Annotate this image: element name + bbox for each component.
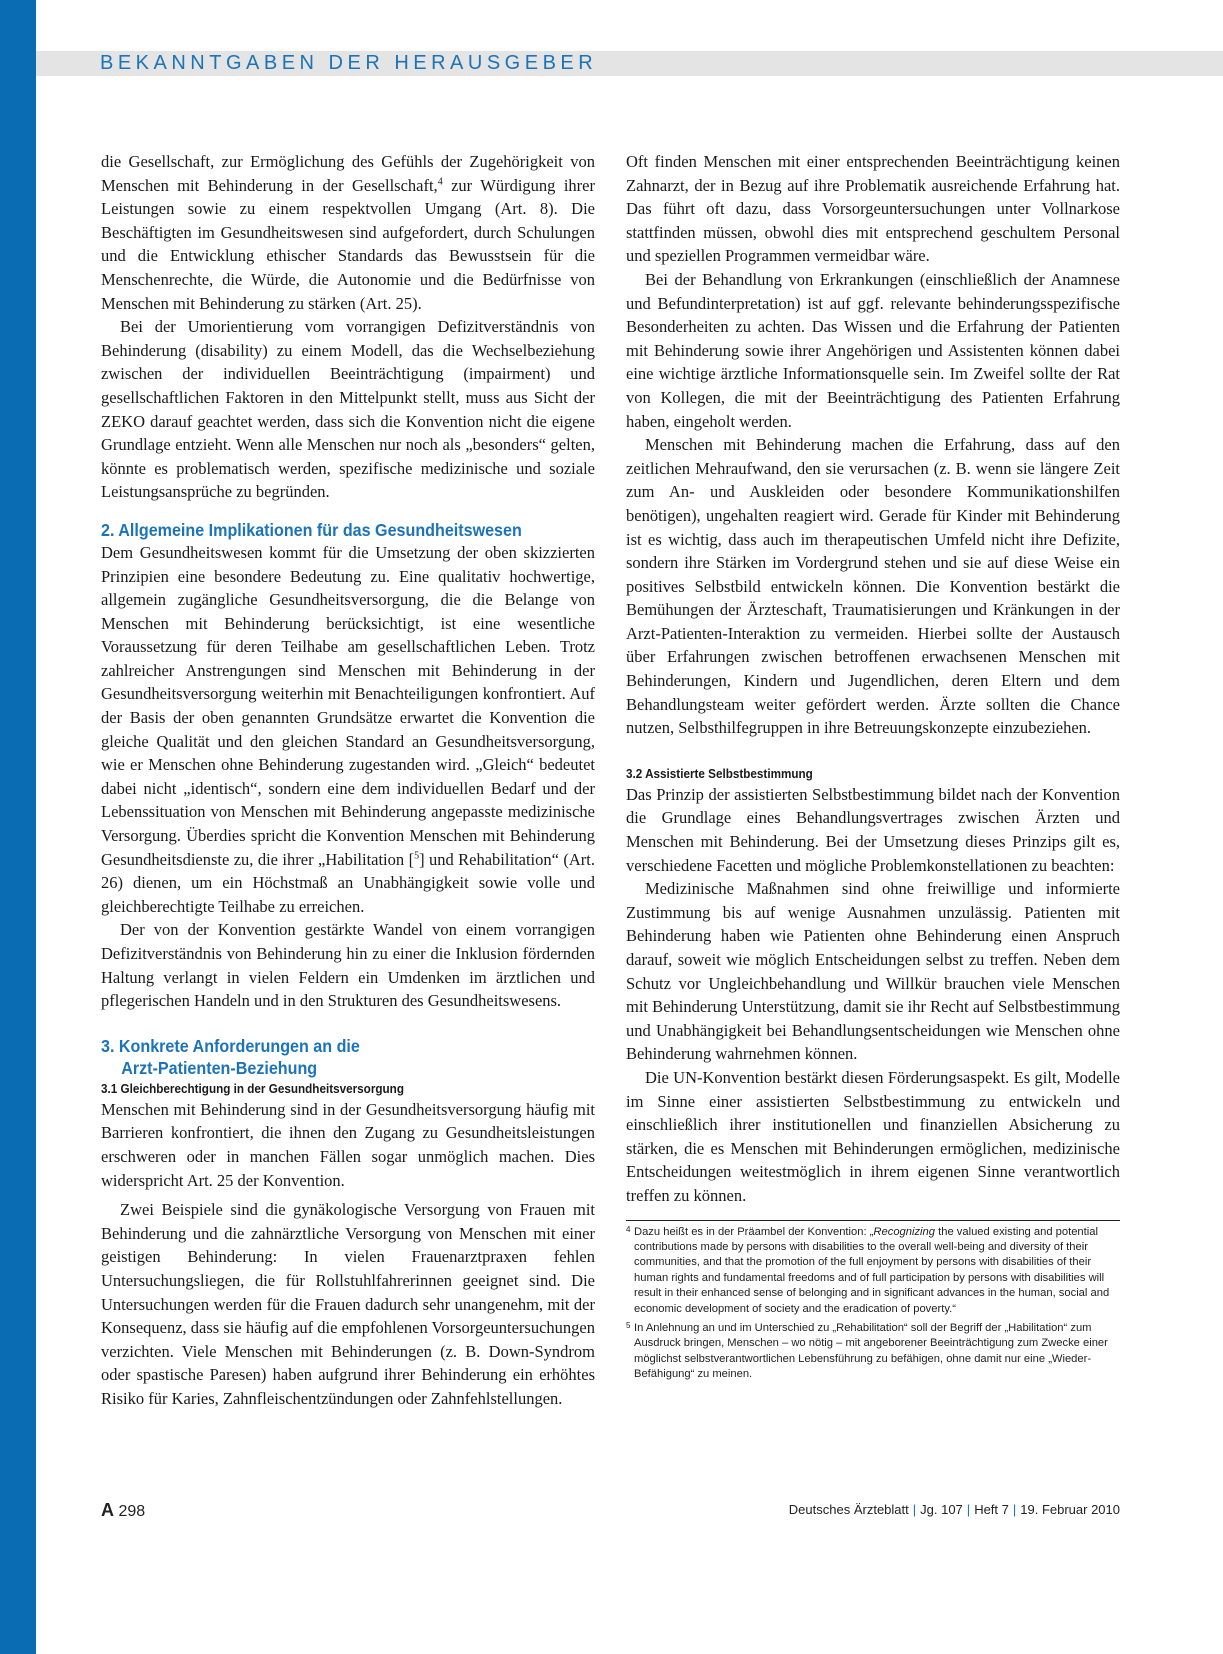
left-column	[101, 150, 595, 1411]
issue: Heft 7	[974, 1502, 1009, 1517]
paragraph: Dem Gesundheitswesen kommt für die Umsetzung der oben skizzierten Prinzipien eine besondere Bedeutung zu. Eine qualitativ hochwertige, allgemein zugängliche Gesundheitsversorgung, die die Belange von Menschen mit Behinderung berücksichtigt, ist eine wesentliche Voraussetzung für deren Teilhabe am gesellschaftlichen Leben. Trotz zahlreicher Anstrengungen sind Menschen mit Behinderung in der Gesundheitsversorgung weiterhin mit Benachteiligungen konfrontiert. Auf der Basis der oben genannten Grundsätze erwartet die Konvention die gleiche Qualität und den gleichen Standard an Gesundheitsversorgung, wie er Menschen ohne Behinderung zugestanden wird. „Gleich“ bedeutet dabei nicht „identisch“, sondern eine dem individuellen Bedarf und der Lebenssituation von Menschen mit Behinderung angepasste medizinische Versorgung. Überdies spricht die Konvention Menschen mit Behinderung Gesundheitsdienste zu, die ihrer „Habilitation [$^5$] und Rehabilitation“ (Art. 26) dienen, um ein Höchstmaß an Unabhängigkeit sowie volle und gleichberechtigte Teilhabe zu erreichen.	[101, 542, 595, 916]
footnote-ref[interactable]: 4	[437, 176, 443, 188]
volume: Jg. 107	[920, 1502, 963, 1517]
journal-name: Deutsches Ärzteblatt	[788, 1502, 909, 1517]
footnote-number: 4	[626, 1224, 631, 1234]
footnote-4: 4 Dazu heißt es in der Präambel der Konvention: „Recognizing the valued existing and potential contributions made by persons with disabilities to the overall well-being and diversity of their communities, and that the promotion of the full enjoyment by persons with disabilities of their human rights and fundamental freedoms and of full participation by persons with disabilities will result in their enhanced sense of belonging and in significant advances in the human, social and economic development of society and the eradication of poverty.“	[626, 1225, 1120, 1317]
page-number: A 298	[101, 1500, 146, 1520]
journal-citation: Deutsches Ärzteblatt | Jg. 107 | Heft 7 | 19. Februar 2010	[788, 1502, 1120, 1517]
paragraph: Die UN-Konvention bestärkt diesen Förderungsaspekt. Es gilt, Modelle im Sinne einer assistierten Selbstbestimmung zu entwickeln und einschließlich ihrer institutionellen und finanziellen Absicherung zu stärken, die es Menschen mit Behinderungen ermöglichen, medizinische Entscheidungen weitestmöglich in ihrem eigenen Sinne verantwortlich treffen zu können.	[626, 1067, 1120, 1205]
paragraph: Der von der Konvention gestärkte Wandel von einem vorrangigen Defizitverständnis von Behinderung hin zu einer die Inklusion fördernden Haltung verlangt in vielen Feldern ein Umdenken im ärztlichen und pflegerischen Handeln und in den Strukturen des Gesundheitswesens.	[101, 920, 595, 1011]
paragraph: Das Prinzip der assistierten Selbstbestimmung bildet nach der Konvention die Grundlage eines Behandlungsvertrages zwischen Ärzten und Menschen mit Behinderung. Bei der Umsetzung dieses Prinzips gilt es, verschiedene Facetten und mögliche Problemkonstellationen zu beachten:	[626, 784, 1120, 875]
subsection-heading: 3.1 Gleichberechtigung in der Gesundheitsversorgung	[101, 1080, 404, 1096]
paragraph: Medizinische Maßnahmen sind ohne freiwillige und informierte Zustimmung bis auf wenige Ausnahmen unzulässig. Patienten mit Behinderung haben wie Patienten ohne Behinderung einen Anspruch darauf, soweit wie möglich Entscheidungen selbst zu treffen. Neben dem Schutz vor Ungleichbehandlung und Willkür brauchen viele Menschen mit Behinderung Unterstützung, damit sie ihr Recht auf Selbstbestimmung und Unabhängigkeit bei Behandlungsentscheidungen wie Menschen ohne Behinderung wahrnehmen können.	[626, 879, 1120, 1064]
footnote-ref[interactable]: 5	[414, 850, 420, 862]
paragraph: Bei der Umorientierung vom vorrangigen Defizitverständnis von Behinderung (disability) zu einem Modell, das die Wechselbeziehung zwischen der individuellen Beeinträchtigung (impairment) und gesellschaftlichen Faktoren in den Mittelpunkt stellt, muss aus Sicht der ZEKO darauf geachtet werden, dass sich die Konvention nicht die eigene Grundlage entzieht. Wenn alle Menschen nur noch als „besonders“ gelten, könnte es problematisch werden, spezifische medizinische und soziale Leistungsansprüche zu begründen.	[101, 317, 595, 502]
footnote-divider	[626, 1220, 1120, 1221]
paragraph: die Gesellschaft, zur Ermöglichung des Gefühls der Zugehörigkeit von Menschen mit Behinderung in der Gesellschaft,$^4$ zur Würdigung ihrer Leistungen sowie zu einem respektvollen Umgang (Art. 8). Die Beschäftigten im Gesundheitswesen sind aufgefordert, durch Schulungen und die Entwicklung ethischer Standards das Bewusstsein für die Menschenrechte, die Würde, die Autonomie und die Bedürfnisse von Menschen mit Behinderung zu stärken (Art. 25).	[101, 152, 595, 313]
paragraph: Bei der Behandlung von Erkrankungen (einschließlich der Anamnese und Befundinterpretation) ist auf ggf. relevante behinderungsspezifische Besonderheiten zu achten. Das Wissen und die Erfahrung der Patienten mit Behinderung sowie ihrer Angehörigen und Assistenten können dabei eine wichtige ärztliche Informationsquelle sein. Im Zweifel sollte der Rat von Kollegen, die mit der Beeinträchtigung des Patienten Erfahrung haben, eingeholt werden.	[626, 269, 1120, 431]
section-heading-continued: Arzt-Patienten-Beziehung	[121, 1057, 318, 1078]
section-heading: 2. Allgemeine Implikationen für das Gesundheitswesen	[101, 519, 522, 540]
footnote-5: 5 In Anlehnung an und im Unterschied zu „Rehabilitation“ soll der Begriff der „Habilitation“ zum Ausdruck bringen, Menschen – wo nötig – mit angeborener Beeinträchtigung zum Zwecke einer möglichst selbstverantwortlichen Lebensführung zu befähigen, ohne damit nur eine „Wieder-Befähigung“ zu meinen.	[626, 1321, 1120, 1383]
paragraph: Menschen mit Behinderung sind in der Gesundheitsversorgung häufig mit Barrieren konfrontiert, die ihnen den Zugang zu Gesundheitsleistungen erschweren oder in manchen Fällen sogar unmöglich machen. Dies widerspricht Art. 25 der Konvention.	[101, 1099, 595, 1190]
section-header: BEKANNTGABEN DER HERAUSGEBER	[100, 52, 598, 74]
subsection-heading: 3.2 Assistierte Selbstbestimmung	[626, 765, 813, 781]
right-column	[626, 150, 1120, 1383]
paragraph: Menschen mit Behinderung machen die Erfahrung, dass auf den zeitlichen Mehraufwand, den sie verursachen (z. B. wenn sie längere Zeit zum An- und Auskleiden oder besondere Kommunikationshilfen benötigen), ungehalten reagiert wird. Gerade für Kinder mit Behinderung ist es wichtig, dass auch im therapeutischen Umfeld nicht ihre Defizite, sondern ihre Stärken im Vordergrund stehen und sie auf diese Weise ein positives Selbstbild entwickeln können. Die Konvention bestärkt die Bemühungen der Ärzteschaft, Traumatisierungen und Kränkungen in der Arzt-Patienten-Interaktion zu vermeiden. Hierbei sollte der Austausch über Erfahrungen zwischen betroffenen erwachsenen Menschen mit Behinderungen, Kindern und Jugendlichen, deren Eltern und dem Behandlungsteam weiter gefördert werden. Ärzte sollten die Chance nutzen, Selbsthilfegruppen in ihre Betreuungskonzepte einzubeziehen.	[626, 435, 1120, 738]
date: 19. Februar 2010	[1020, 1502, 1120, 1517]
section-heading: 3. Konkrete Anforderungen an die	[101, 1035, 360, 1056]
footnote-number: 5	[626, 1320, 631, 1330]
paragraph: Oft finden Menschen mit einer entsprechenden Beeinträchtigung keinen Zahnarzt, der in Bezug auf ihre Problematik ausreichende Erfahrung hat. Das führt oft dazu, dass Vorsorgeuntersuchungen unter Vollnarkose stattfinden müssen, obwohl dies mit entsprechend geschultem Personal und speziellen Programmen vermeidbar wäre.	[626, 152, 1120, 266]
blue-sidebar-stripe	[0, 0, 36, 1654]
paragraph: Zwei Beispiele sind die gynäkologische Versorgung von Frauen mit Behinderung und die zahnärztliche Versorgung von Menschen mit einer geistigen Behinderung: In vielen Frauenarztpraxen fehlen Untersuchungsliegen, die für Rollstuhlfahrerinnen geeignet sind. Die Untersuchungen werden für die Frauen dadurch sehr unangenehm, mit der Konsequenz, dass sie häufig auf die empfohlenen Vorsorgeuntersuchungen verzichten. Viele Menschen mit Behinderungen (z. B. Down-Syndrom oder spastische Paresen) haben aufgrund ihrer Behinderung ein erhöhtes Risiko für Karies, Zahnfleischentzündungen oder Zahnfehlstellungen.	[101, 1200, 595, 1408]
